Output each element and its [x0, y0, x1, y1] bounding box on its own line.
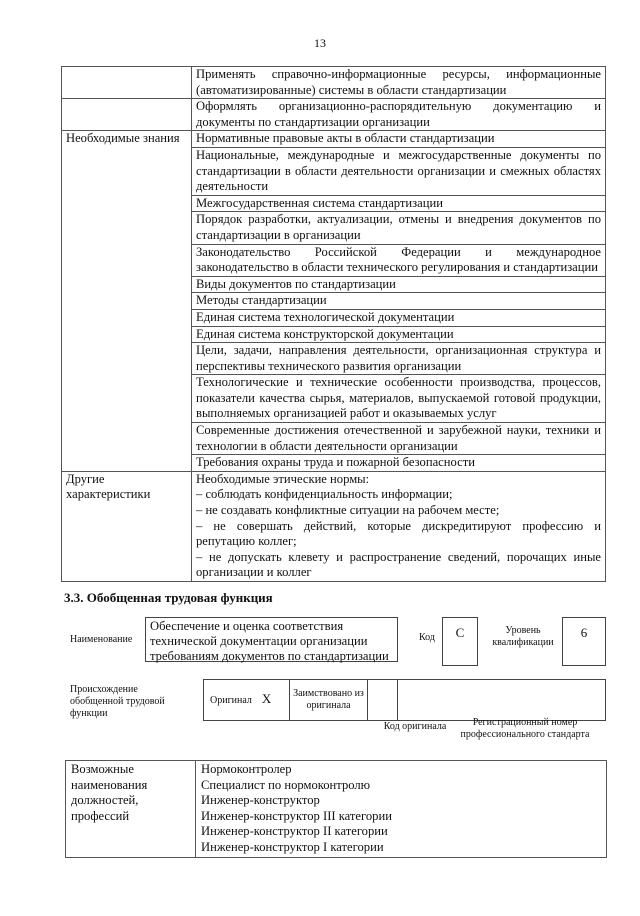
knowledge-item: Единая система конструкторской документации	[192, 326, 606, 343]
orig-code-caption: Код оригинала	[383, 721, 447, 732]
other-characteristics	[192, 471, 606, 581]
other-item: – не создавать конфликтные ситуации на рабочем месте;	[196, 503, 500, 518]
knowledge-label: Необходимые знания	[62, 131, 192, 471]
original-mark: X	[261, 691, 272, 706]
skill-item: Оформлять организационно-распорядительную документацию и документы по стандартизации организации	[192, 99, 606, 131]
reg-number-caption: Регистрационный номер профессионального стандарта	[460, 717, 590, 740]
knowledge-item: Современные достижения отечественной и зарубежной науки, техники и технологии в области деятельности организации	[192, 423, 606, 455]
position-item: Инженер-конструктор III категории	[201, 808, 392, 823]
knowledge-item: Порядок разработки, актуализации, отмены и внедрения документов по стандартизации в организации	[192, 212, 606, 244]
name-label: Наименование	[70, 634, 133, 645]
other-item: – не совершать действий, которые дискредитируют профессию и репутацию коллег;	[196, 518, 601, 549]
knowledge-item: Технологические и технические особенности производства, процессов, показатели качества сырья, материалов, выпускаемой готовой продукции, выполняемых организацией работ и оказываемых услуг	[192, 375, 606, 423]
origin-label: Происхождение обобщенной трудовой функции	[70, 684, 165, 719]
position-item: Инженер-конструктор I категории	[201, 839, 384, 854]
positions-table	[65, 760, 607, 858]
position-item: Инженер-конструктор	[201, 793, 320, 808]
knowledge-item: Нормативные правовые акты в области стандартизации	[192, 131, 606, 148]
knowledge-item: Национальные, международные и межгосударственные документы по стандартизации в области деятельности организации и смежных областях деятельности	[192, 147, 606, 195]
knowledge-item: Цели, задачи, направления деятельности, организационная структура и перспективы технического развития организации	[192, 343, 606, 375]
other-item: Необходимые этические нормы:	[196, 471, 370, 486]
positions-list	[196, 761, 607, 858]
knowledge-item: Требования охраны труда и пожарной безопасности	[192, 455, 606, 472]
other-item: – соблюдать конфиденциальность информации;	[196, 487, 453, 502]
knowledge-item: Межгосударственная система стандартизации	[192, 195, 606, 212]
knowledge-item: Единая система технологической документации	[192, 309, 606, 326]
knowledge-item: Методы стандартизации	[192, 293, 606, 310]
reg-number-cell	[398, 680, 606, 721]
position-item: Инженер-конструктор II категории	[201, 824, 388, 839]
code-label: Код	[419, 632, 435, 643]
competency-table	[61, 66, 606, 582]
page-number: 13	[314, 36, 326, 50]
original-label: Оригинал	[210, 695, 252, 706]
level-value: 6	[562, 617, 606, 666]
positions-label: Возможные наименования должностей, профессий	[66, 761, 196, 858]
section-heading: 3.3. Обобщенная трудовая функция	[64, 590, 273, 605]
other-item: – не допускать клевету и распространение сведений, порочащих иные организации и коллег	[196, 549, 601, 580]
original-code-cell	[368, 680, 398, 721]
knowledge-item: Законодательство Российской Федерации и международное законодательство в области технического регулирования и стандартизации	[192, 244, 606, 276]
code-value: C	[442, 617, 478, 666]
borrowed-label: Заимствовано из оригинала	[290, 680, 368, 721]
skill-item: Применять справочно-информационные ресурсы, информационные (автоматизированные) системы в области стандартизации	[192, 67, 606, 99]
other-label: Другие характеристики	[62, 471, 192, 581]
knowledge-item: Виды документов по стандартизации	[192, 276, 606, 293]
level-label: Уровень квалификации	[492, 625, 554, 648]
position-item: Специалист по нормоконтролю	[201, 777, 371, 792]
function-name-field: Обеспечение и оценка соответствия технической документации организации требованиям документов по стандартизации	[145, 617, 398, 662]
position-item: Нормоконтролер	[201, 762, 292, 776]
origin-table	[203, 679, 606, 721]
